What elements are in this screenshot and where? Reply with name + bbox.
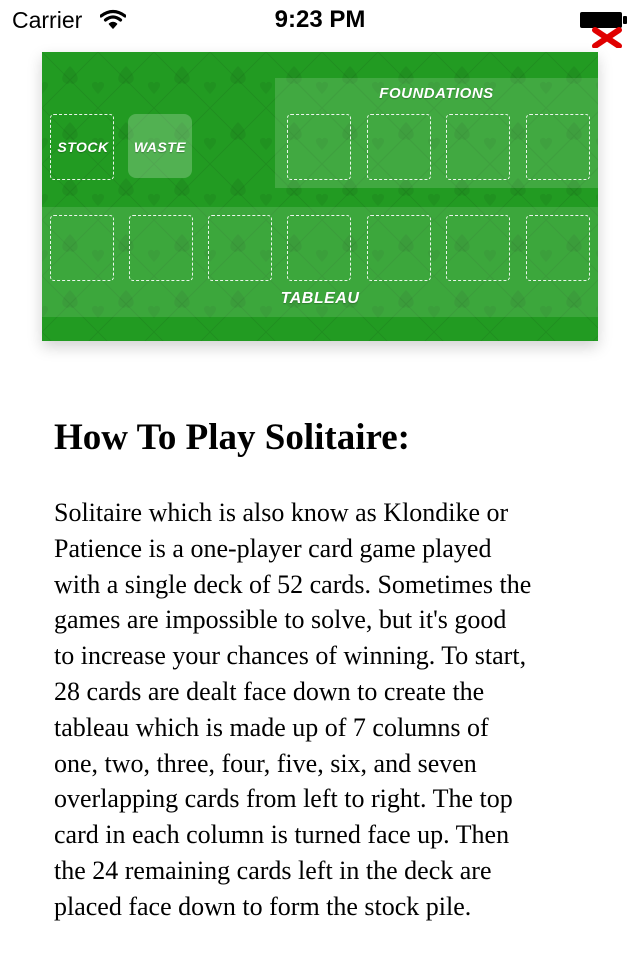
tableau-label: TABLEAU: [280, 290, 360, 307]
article-line: tableau which is made up of 7 columns of: [54, 712, 489, 742]
article-line: card in each column is turned face up. Then: [54, 820, 510, 850]
stock-label: STOCK: [57, 139, 109, 155]
foundation-slot: [446, 114, 510, 180]
tableau-slot: [50, 215, 114, 281]
article-body: [54, 495, 604, 925]
tableau-slot: [526, 215, 590, 281]
tableau-slot: [208, 215, 272, 281]
article-line: overlapping cards from left to right. The top: [54, 784, 513, 814]
foundations-label: FOUNDATIONS: [379, 85, 494, 102]
solitaire-board-banner: [42, 52, 598, 341]
waste-label: WASTE: [133, 139, 187, 155]
carrier-label: Carrier: [12, 7, 83, 33]
article-line: to increase your chances of winning. To start,: [54, 641, 527, 671]
tableau-slot: [367, 215, 431, 281]
foundation-slot: [526, 114, 590, 180]
article-line: with a single deck of 52 cards. Sometimes the: [54, 569, 532, 599]
tableau-slot: [287, 215, 351, 281]
foundation-slot: [367, 114, 431, 180]
tableau-slot: [129, 215, 193, 281]
article-line: the 24 remaining cards left in the deck are: [54, 855, 492, 885]
close-icon[interactable]: [595, 30, 619, 46]
article-line: 28 cards are dealt face down to create the: [54, 676, 485, 706]
article-title: How To Play Solitaire:: [54, 417, 410, 458]
battery-icon[interactable]: [578, 10, 630, 48]
tableau-slot: [446, 215, 510, 281]
article-line: Solitaire which is also know as Klondike or: [54, 498, 509, 527]
foundation-slot: [287, 114, 351, 180]
article-line: Patience is a one-player card game played: [54, 533, 492, 563]
article-line: one, two, three, four, five, six, and seven: [54, 748, 477, 778]
article-line: placed face down to form the stock pile.: [54, 891, 472, 921]
status-time: 9:23 PM: [274, 6, 366, 33]
status-bar: [0, 0, 640, 40]
article-line: games are impossible to solve, but it's good: [54, 605, 507, 635]
